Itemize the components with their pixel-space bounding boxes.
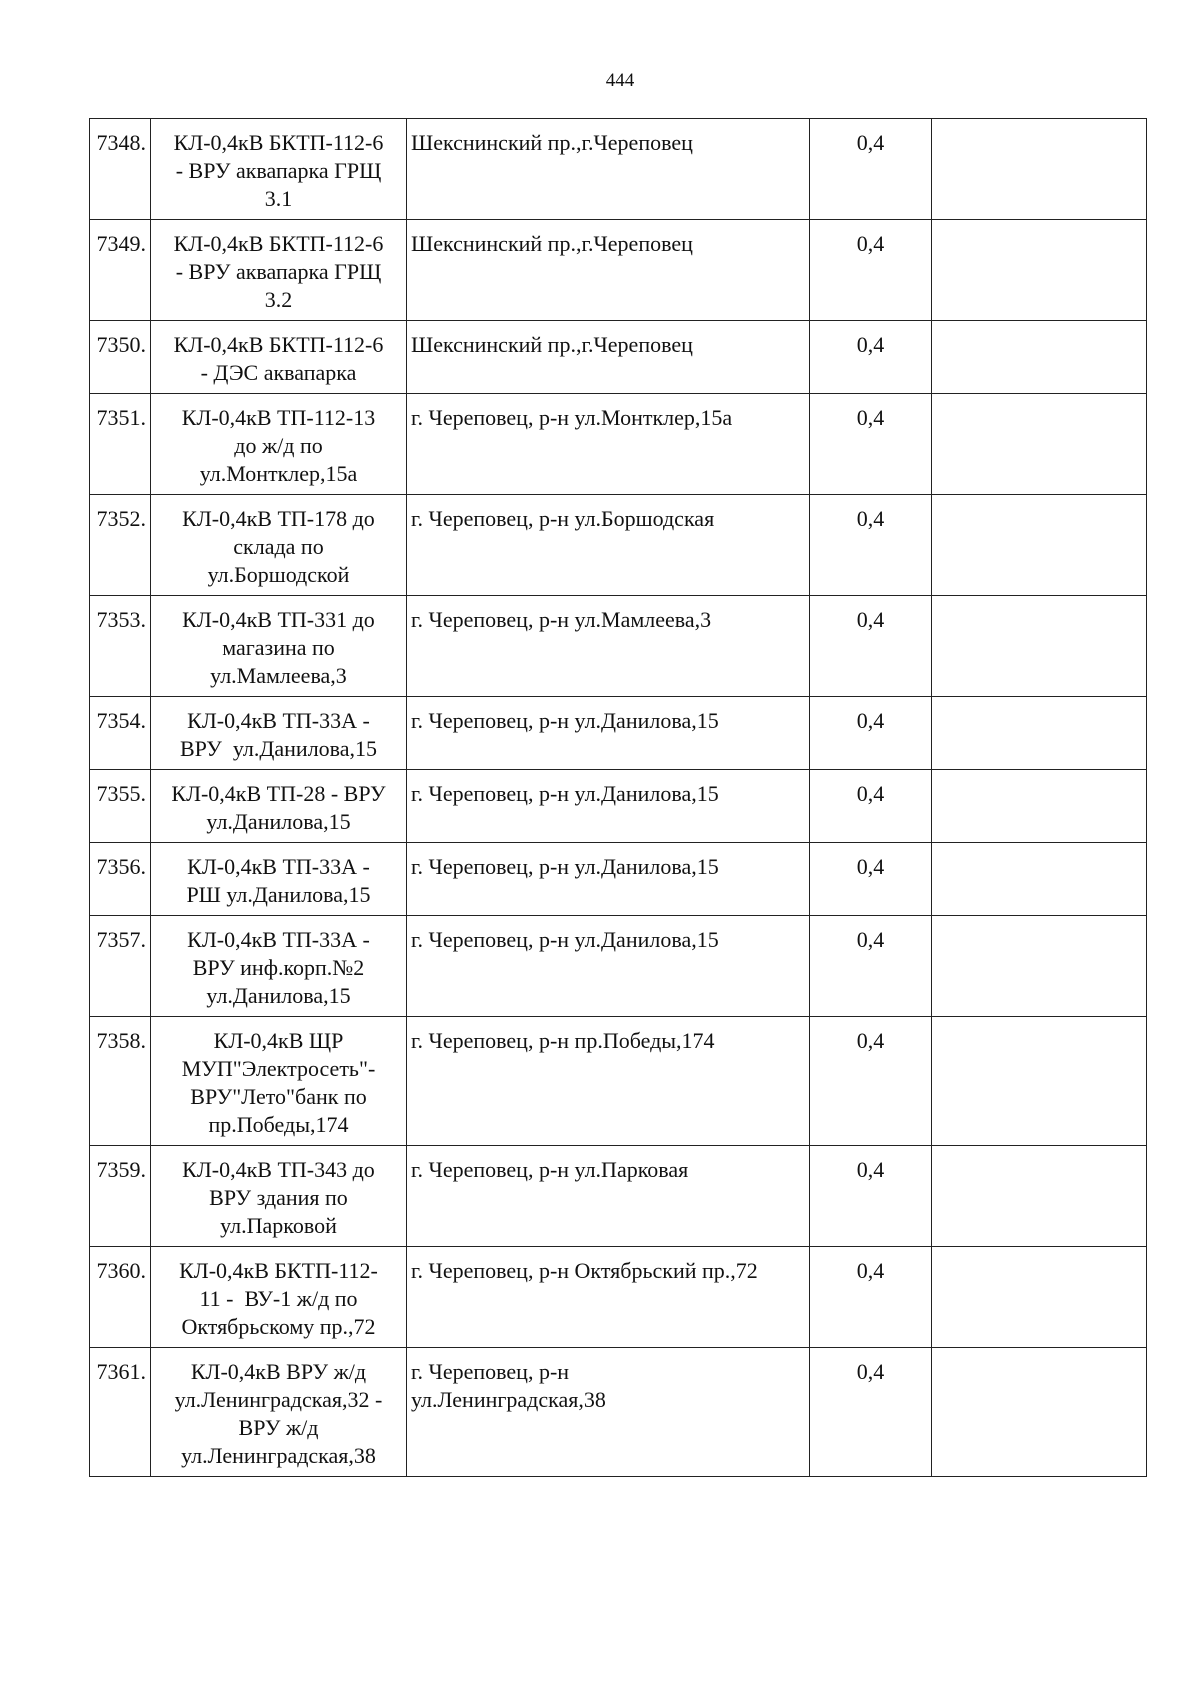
cable-line-name-cell	[151, 321, 407, 394]
cable-line-name-line: Октябрьскому пр.,72	[181, 1314, 376, 1339]
row-number-cell: 7360.	[90, 1247, 151, 1348]
voltage-cell: 0,4	[810, 1348, 932, 1477]
row-number-cell: 7351.	[90, 394, 151, 495]
voltage-cell: 0,4	[810, 770, 932, 843]
voltage-cell: 0,4	[810, 220, 932, 321]
table-row	[90, 770, 1147, 843]
voltage-cell: 0,4	[810, 394, 932, 495]
cable-line-name-line: до ж/д по	[234, 433, 323, 458]
table-row	[90, 697, 1147, 770]
cable-line-name-line: - ВРУ аквапарка ГРЩ	[175, 259, 382, 284]
address-cell: г. Череповец, р-н ул.Данилова,15	[407, 770, 810, 843]
cable-line-name-line: КЛ-0,4кВ ЩР	[213, 1028, 344, 1053]
address-cell: г. Череповец, р-н ул.Монтклер,15а	[407, 394, 810, 495]
cable-line-name-cell	[151, 596, 407, 697]
cable-line-name-line: РШ ул.Данилова,15	[186, 882, 371, 907]
row-number-cell: 7352.	[90, 495, 151, 596]
cable-line-name-cell	[151, 697, 407, 770]
cable-line-name-line: 11 - ВУ-1 ж/д по	[199, 1286, 358, 1311]
address-cell: г. Череповец, р-н ул.Парковая	[407, 1146, 810, 1247]
empty-cell	[932, 394, 1147, 495]
empty-cell	[932, 1348, 1147, 1477]
row-number-cell: 7350.	[90, 321, 151, 394]
cable-line-name-line: ул.Ленинградская,32 -	[174, 1387, 383, 1412]
empty-cell	[932, 596, 1147, 697]
cable-line-name-line: ул.Ленинградская,38	[181, 1443, 376, 1468]
cable-line-name-line: - ДЭС аквапарка	[200, 360, 357, 385]
cable-line-name-line: ВРУ ж/д	[238, 1415, 319, 1440]
address-cell: г. Череповец, р-н ул.Данилова,15	[407, 916, 810, 1017]
cable-line-name-line: ул.Данилова,15	[206, 809, 351, 834]
cable-line-name-line: КЛ-0,4кВ ТП-33А -	[187, 708, 370, 733]
row-number-cell: 7355.	[90, 770, 151, 843]
cable-line-name-line: КЛ-0,4кВ ТП-33А -	[187, 927, 370, 952]
row-number-cell: 7356.	[90, 843, 151, 916]
address-cell: Шекснинский пр.,г.Череповец	[407, 119, 810, 220]
empty-cell	[932, 697, 1147, 770]
empty-cell	[932, 1247, 1147, 1348]
address-cell: г. Череповец, р-н ул.Данилова,15	[407, 697, 810, 770]
page-number: 444	[605, 70, 635, 91]
cable-line-name-line: КЛ-0,4кВ ТП-112-13	[181, 405, 376, 430]
voltage-cell: 0,4	[810, 596, 932, 697]
cable-line-name-line: КЛ-0,4кВ ТП-343 до	[182, 1157, 375, 1182]
row-number-cell: 7359.	[90, 1146, 151, 1247]
row-number-cell: 7348.	[90, 119, 151, 220]
address-cell: г. Череповец, р-н Октябрьский пр.,72	[407, 1247, 810, 1348]
row-number-cell: 7357.	[90, 916, 151, 1017]
voltage-cell: 0,4	[810, 916, 932, 1017]
voltage-cell: 0,4	[810, 321, 932, 394]
row-number-cell: 7349.	[90, 220, 151, 321]
cable-line-name-line: ул.Боршодской	[207, 562, 350, 587]
address-cell: Шекснинский пр.,г.Череповец	[407, 220, 810, 321]
cable-line-name-line: КЛ-0,4кВ БКТП-112-6	[173, 332, 384, 357]
empty-cell	[932, 220, 1147, 321]
row-number-cell: 7361.	[90, 1348, 151, 1477]
voltage-cell: 0,4	[810, 1247, 932, 1348]
table-row	[90, 1247, 1147, 1348]
cable-line-name-line: ВРУ ул.Данилова,15	[179, 736, 378, 761]
table-row	[90, 1146, 1147, 1247]
cable-line-name-line: ул.Монтклер,15а	[199, 461, 358, 486]
cable-line-name-line: пр.Победы,174	[208, 1112, 349, 1137]
cable-line-name-line: КЛ-0,4кВ БКТП-112-	[179, 1258, 378, 1283]
voltage-cell: 0,4	[810, 119, 932, 220]
cable-line-name-line: ВРУ инф.корп.№2	[192, 955, 365, 980]
voltage-cell: 0,4	[810, 1017, 932, 1146]
cable-line-name-line: МУП"Электросеть"-	[181, 1056, 376, 1081]
table-row	[90, 495, 1147, 596]
cable-line-name-line: 3.1	[264, 186, 293, 211]
cable-line-name-line: КЛ-0,4кВ ТП-178 до	[182, 506, 375, 531]
cable-line-name-line: ул.Мамлеева,3	[210, 663, 347, 688]
cable-line-name-line: КЛ-0,4кВ ТП-33А -	[187, 854, 370, 879]
cable-line-name-line: КЛ-0,4кВ ВРУ ж/д	[190, 1359, 367, 1384]
cable-line-name-line: склада по	[233, 534, 324, 559]
cable-line-name-cell	[151, 495, 407, 596]
cable-line-name-line: КЛ-0,4кВ БКТП-112-6	[173, 130, 384, 155]
cable-line-name-cell	[151, 1017, 407, 1146]
empty-cell	[932, 321, 1147, 394]
row-number-cell: 7353.	[90, 596, 151, 697]
address-cell: г. Череповец, р-н ул.Данилова,15	[407, 843, 810, 916]
address-cell: г. Череповец, р-н ул.Боршодская	[407, 495, 810, 596]
voltage-cell: 0,4	[810, 697, 932, 770]
cable-line-name-cell	[151, 843, 407, 916]
cable-line-registry-table	[89, 118, 1147, 1477]
row-number-cell: 7354.	[90, 697, 151, 770]
address-cell: г. Череповец, р-н ул.Ленинградская,38	[407, 1348, 810, 1477]
voltage-cell: 0,4	[810, 1146, 932, 1247]
cable-line-name-line: - ВРУ аквапарка ГРЩ	[175, 158, 382, 183]
cable-line-name-line: ВРУ"Лето"банк по	[190, 1084, 367, 1109]
cable-line-name-line: КЛ-0,4кВ ТП-331 до	[182, 607, 375, 632]
row-number-cell: 7358.	[90, 1017, 151, 1146]
empty-cell	[932, 770, 1147, 843]
cable-line-name-line: ул.Данилова,15	[206, 983, 351, 1008]
cable-line-name-line: 3.2	[264, 287, 293, 312]
empty-cell	[932, 495, 1147, 596]
table-row	[90, 220, 1147, 321]
cable-line-name-cell	[151, 394, 407, 495]
table-row	[90, 394, 1147, 495]
cable-line-name-line: КЛ-0,4кВ БКТП-112-6	[173, 231, 384, 256]
table-row	[90, 321, 1147, 394]
table-row	[90, 119, 1147, 220]
address-cell: Шекснинский пр.,г.Череповец	[407, 321, 810, 394]
cable-line-name-cell	[151, 916, 407, 1017]
cable-line-name-cell	[151, 1146, 407, 1247]
cable-line-name-cell	[151, 119, 407, 220]
voltage-cell: 0,4	[810, 843, 932, 916]
table-row	[90, 1348, 1147, 1477]
cable-line-name-line: ул.Парковой	[220, 1213, 337, 1238]
table-row	[90, 916, 1147, 1017]
cable-line-name-line: КЛ-0,4кВ ТП-28 - ВРУ	[171, 781, 386, 806]
cable-line-name-cell	[151, 220, 407, 321]
cable-line-name-cell	[151, 1247, 407, 1348]
empty-cell	[932, 1146, 1147, 1247]
cable-line-name-line: ВРУ здания по	[209, 1185, 348, 1210]
empty-cell	[932, 119, 1147, 220]
empty-cell	[932, 843, 1147, 916]
table-row	[90, 843, 1147, 916]
table-row	[90, 1017, 1147, 1146]
table-row	[90, 596, 1147, 697]
empty-cell	[932, 916, 1147, 1017]
cable-line-name-cell	[151, 770, 407, 843]
address-cell: г. Череповец, р-н пр.Победы,174	[407, 1017, 810, 1146]
cable-line-name-line: магазина по	[222, 635, 335, 660]
cable-line-name-cell	[151, 1348, 407, 1477]
address-cell: г. Череповец, р-н ул.Мамлеева,3	[407, 596, 810, 697]
voltage-cell: 0,4	[810, 495, 932, 596]
registry-body	[90, 119, 1147, 1477]
empty-cell	[932, 1017, 1147, 1146]
